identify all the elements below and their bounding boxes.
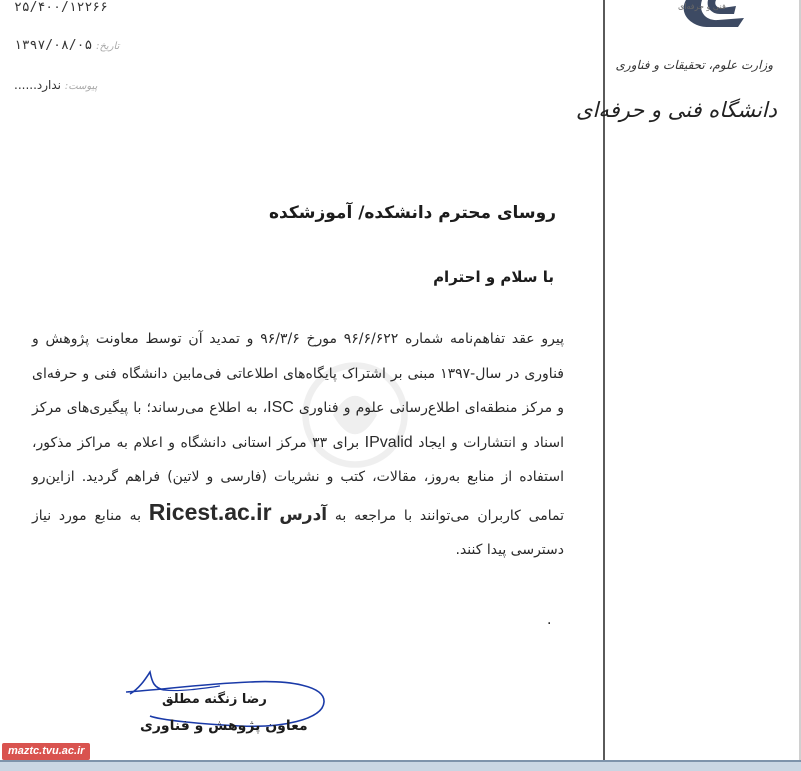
university-name: دانشگاه فنی و حرفه‌ای — [576, 98, 777, 122]
signer-name: رضا زنگنه مطلق — [162, 692, 267, 707]
letter-number-value: ۲۵/۴۰۰/۱۲۲۶۶ — [14, 0, 108, 15]
body-text-1: پیرو عقد تفاهم‌نامه شماره ۹۶/۶/۶۲۲ مورخ ۹۶/۳/۶ و تمدید آن توسط معاونت پژوهش و فناوری در سال-۱۳۹۷ مبنی بر اشتراک پایگاه‌های اطلاعاتی فی‌مابین دانشگاه فنی و حرفه‌ای و مرکز منطقه‌ای اطلاع‌رسانی علوم و فناوری — [32, 331, 565, 416]
letter-attachment — [14, 78, 97, 92]
greeting: با سلام و احترام — [433, 268, 554, 286]
ministry-name: وزارت علوم، تحقیقات و فناوری — [615, 58, 773, 72]
date-label: تاریخ: — [96, 41, 120, 52]
signer-title: معاون پژوهش و فناوری — [140, 718, 308, 734]
ipvalid-term: IPvalid — [364, 433, 413, 451]
date-value: ۱۳۹۷/۰۸/۰۵ — [14, 38, 93, 53]
attachment-value: ندارد...... — [14, 78, 61, 92]
logo-subtitle: فنی و حرفه‌ای — [678, 2, 726, 11]
salutation: روسای محترم دانشکده/ آموزشکده — [269, 203, 556, 223]
isc-term: ISC — [267, 399, 294, 416]
footer-bar — [0, 762, 801, 771]
letter-number — [14, 0, 108, 15]
end-dot: . — [547, 612, 552, 628]
address-label: آدرس — [279, 504, 328, 525]
letter-date — [14, 38, 119, 53]
attachment-label: پیوست: — [64, 81, 98, 92]
letter-body — [32, 322, 564, 568]
body-text-3: برای ۳۳ مرکز استانی دانشگاه و اعلام به مراکز مذکور، استفاده از منابع به‌روز، مقالات، کتب و نشریات (فارسی و لاتین) فراهم گردید. ازاین‌رو تمامی کاربران می‌توانند با مراجعه به — [32, 434, 565, 524]
body-text-2: ، به اطلاع می‌رساند؛ با پیگیری‌های مرکز اسناد و انتشارات و ایجاد — [32, 400, 565, 451]
site-badge[interactable]: maztc.tvu.ac.ir — [2, 743, 90, 760]
body-text-4: به منابع مورد نیاز دسترسی پیدا کنند. — [32, 507, 564, 558]
website-url: Ricest.ac.ir — [148, 498, 272, 525]
